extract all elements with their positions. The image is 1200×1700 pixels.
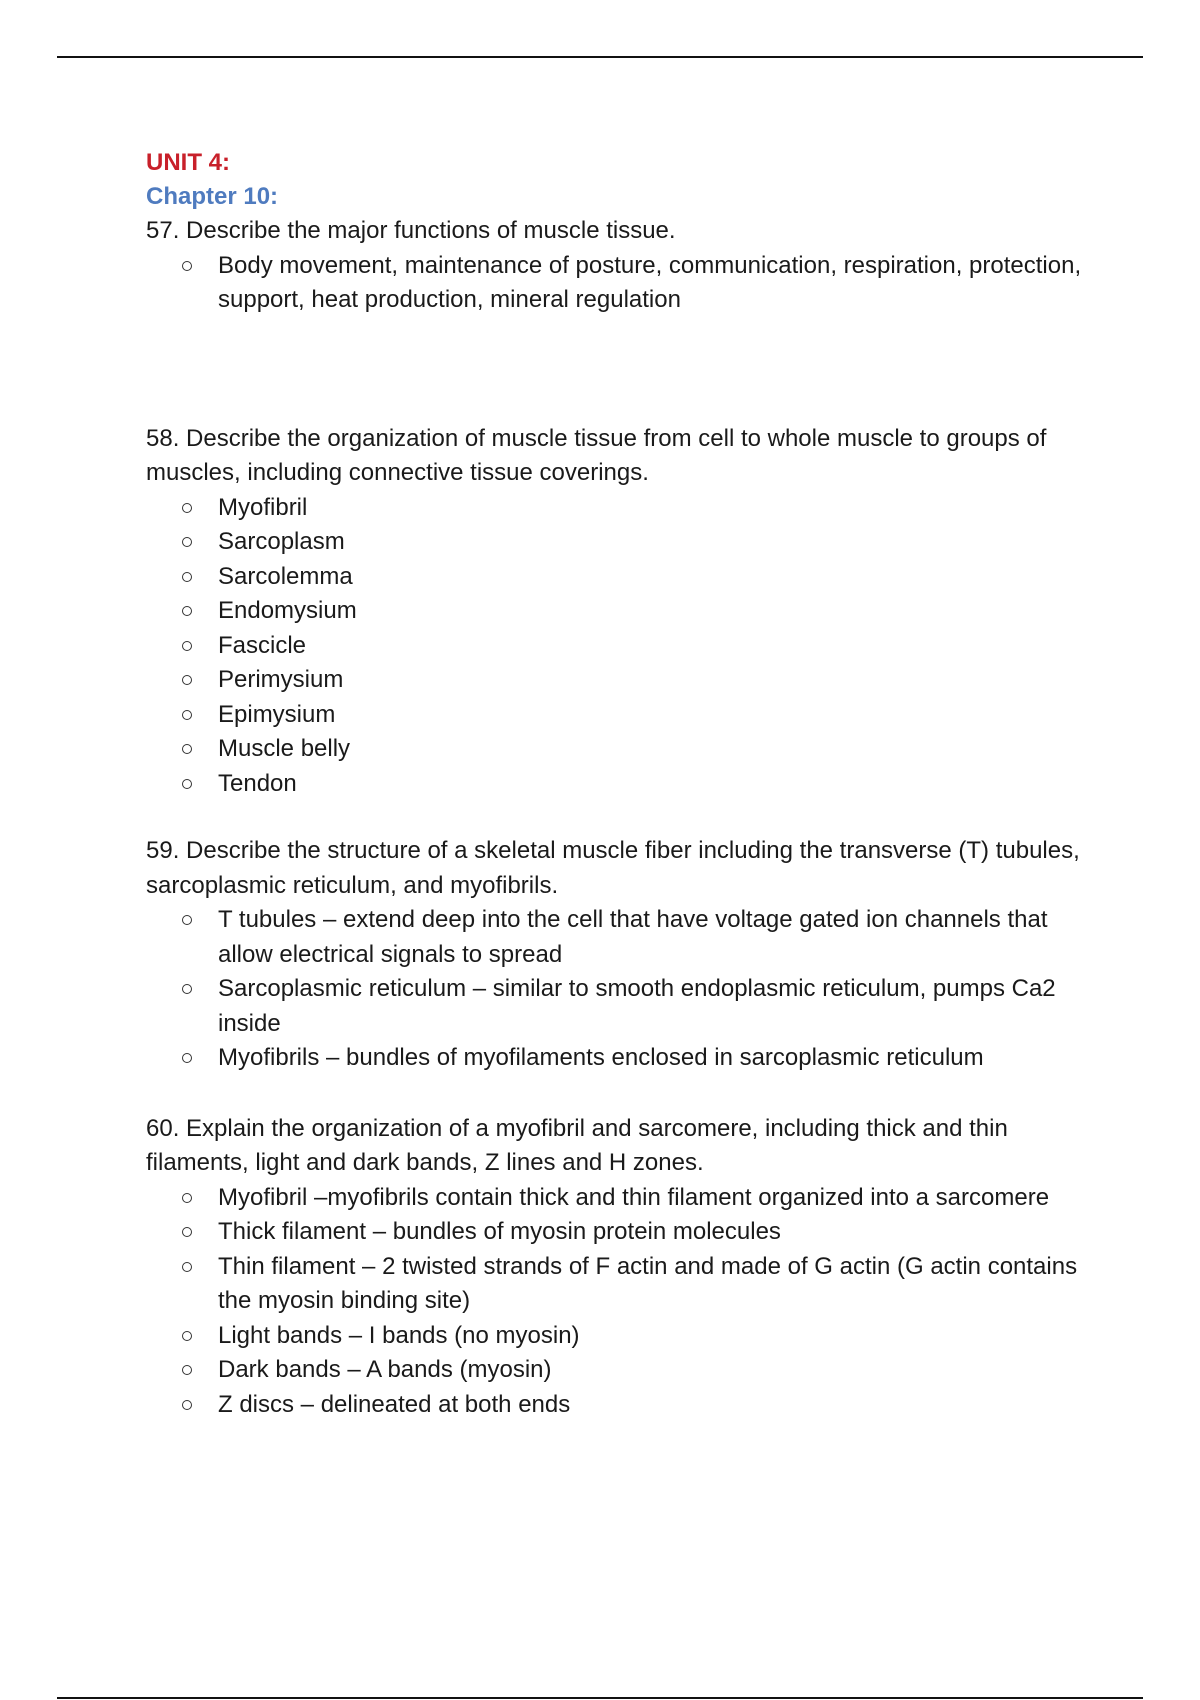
hollow-circle-bullet-icon bbox=[182, 606, 192, 616]
hollow-circle-bullet-icon bbox=[182, 675, 192, 685]
hollow-circle-bullet-icon bbox=[182, 572, 192, 582]
list-item-text: Myofibrils – bundles of myofilaments enclosed in sarcoplasmic reticulum bbox=[218, 1044, 984, 1071]
answer-list bbox=[146, 249, 1106, 318]
document-page bbox=[146, 146, 1106, 1422]
list-item-text: Tendon bbox=[218, 769, 297, 797]
question-section-57 bbox=[146, 214, 1106, 318]
list-item bbox=[218, 1041, 1106, 1076]
hollow-circle-bullet-icon bbox=[182, 503, 192, 513]
list-item-text: Sarcoplasm bbox=[218, 528, 345, 555]
question-section-58 bbox=[146, 422, 1106, 802]
unit-title: UNIT 4: bbox=[146, 149, 230, 176]
list-item-text: Sarcoplasmic reticulum – similar to smooth endoplasmic reticulum, pumps Ca2 inside bbox=[218, 975, 1056, 1037]
list-item-text: Endomysium bbox=[218, 597, 357, 624]
hollow-circle-bullet-icon bbox=[182, 915, 192, 925]
hollow-circle-bullet-icon bbox=[182, 1365, 192, 1375]
hollow-circle-bullet-icon bbox=[182, 1400, 192, 1410]
list-item bbox=[218, 732, 1106, 767]
list-item bbox=[218, 972, 1106, 1041]
hollow-circle-bullet-icon bbox=[182, 779, 192, 789]
list-item-text: Dark bands – A bands (myosin) bbox=[218, 1356, 552, 1383]
list-item bbox=[218, 1181, 1106, 1216]
list-item-text: Body movement, maintenance of posture, communication, respiration, protection, support, heat production, mineral regulation bbox=[218, 251, 1082, 313]
hollow-circle-bullet-icon bbox=[182, 1053, 192, 1063]
question-section-60 bbox=[146, 1112, 1106, 1423]
list-item bbox=[218, 525, 1106, 560]
list-item-text: Thick filament – bundles of myosin protein molecules bbox=[218, 1218, 781, 1245]
hollow-circle-bullet-icon bbox=[182, 710, 192, 720]
list-item bbox=[218, 629, 1106, 664]
list-item bbox=[218, 1388, 1106, 1423]
list-item bbox=[218, 767, 1106, 802]
hollow-circle-bullet-icon bbox=[182, 1262, 192, 1272]
hollow-circle-bullet-icon bbox=[182, 1227, 192, 1237]
answer-list bbox=[146, 491, 1106, 802]
bottom-divider bbox=[57, 1697, 1143, 1699]
list-item-text: Sarcolemma bbox=[218, 562, 353, 590]
list-item-text: Perimysium bbox=[218, 666, 344, 693]
list-item bbox=[218, 594, 1106, 629]
question-text: 57. Describe the major functions of muscle tissue. bbox=[146, 217, 676, 244]
list-item-text: Fascicle bbox=[218, 631, 307, 659]
list-item-text: Z discs – delineated at both ends bbox=[218, 1390, 571, 1418]
list-item bbox=[218, 560, 1106, 595]
list-item bbox=[218, 1250, 1106, 1319]
list-item-text: Myofibril –myofibrils contain thick and thin filament organized into a sarcomere bbox=[218, 1183, 1050, 1211]
list-item bbox=[218, 1319, 1106, 1354]
hollow-circle-bullet-icon bbox=[182, 1193, 192, 1203]
top-divider bbox=[57, 56, 1143, 58]
list-item-text: Thin filament – 2 twisted strands of F actin and made of G actin (G actin contains the myosin binding site) bbox=[218, 1252, 1078, 1314]
list-item bbox=[218, 698, 1106, 733]
list-item bbox=[218, 903, 1106, 972]
hollow-circle-bullet-icon bbox=[182, 641, 192, 651]
question-text: 58. Describe the organization of muscle tissue from cell to whole muscle to groups of muscles, including connective tissue coverings. bbox=[146, 424, 1047, 486]
list-item bbox=[218, 491, 1106, 526]
hollow-circle-bullet-icon bbox=[182, 261, 192, 271]
list-item-text: Epimysium bbox=[218, 700, 336, 728]
hollow-circle-bullet-icon bbox=[182, 537, 192, 547]
hollow-circle-bullet-icon bbox=[182, 984, 192, 994]
chapter-title: Chapter 10: bbox=[146, 183, 279, 210]
answer-list bbox=[146, 1181, 1106, 1423]
list-item bbox=[218, 1215, 1106, 1250]
hollow-circle-bullet-icon bbox=[182, 1331, 192, 1341]
question-section-59 bbox=[146, 834, 1106, 1076]
list-item-text: Muscle belly bbox=[218, 735, 351, 762]
hollow-circle-bullet-icon bbox=[182, 744, 192, 754]
list-item-text: Light bands – I bands (no myosin) bbox=[218, 1321, 580, 1349]
list-item bbox=[218, 249, 1106, 318]
list-item-text: T tubules – extend deep into the cell that have voltage gated ion channels that allow electrical signals to spread bbox=[218, 906, 1048, 968]
list-item bbox=[218, 1353, 1106, 1388]
answer-list bbox=[146, 903, 1106, 1076]
question-text: 60. Explain the organization of a myofibril and sarcomere, including thick and thin filaments, light and dark bands, Z lines and H zones. bbox=[146, 1114, 1008, 1176]
question-text: 59. Describe the structure of a skeletal muscle fiber including the transverse (T) tubules, sarcoplasmic reticulum, and myofibrils. bbox=[146, 837, 1080, 899]
list-item bbox=[218, 663, 1106, 698]
list-item-text: Myofibril bbox=[218, 493, 308, 521]
